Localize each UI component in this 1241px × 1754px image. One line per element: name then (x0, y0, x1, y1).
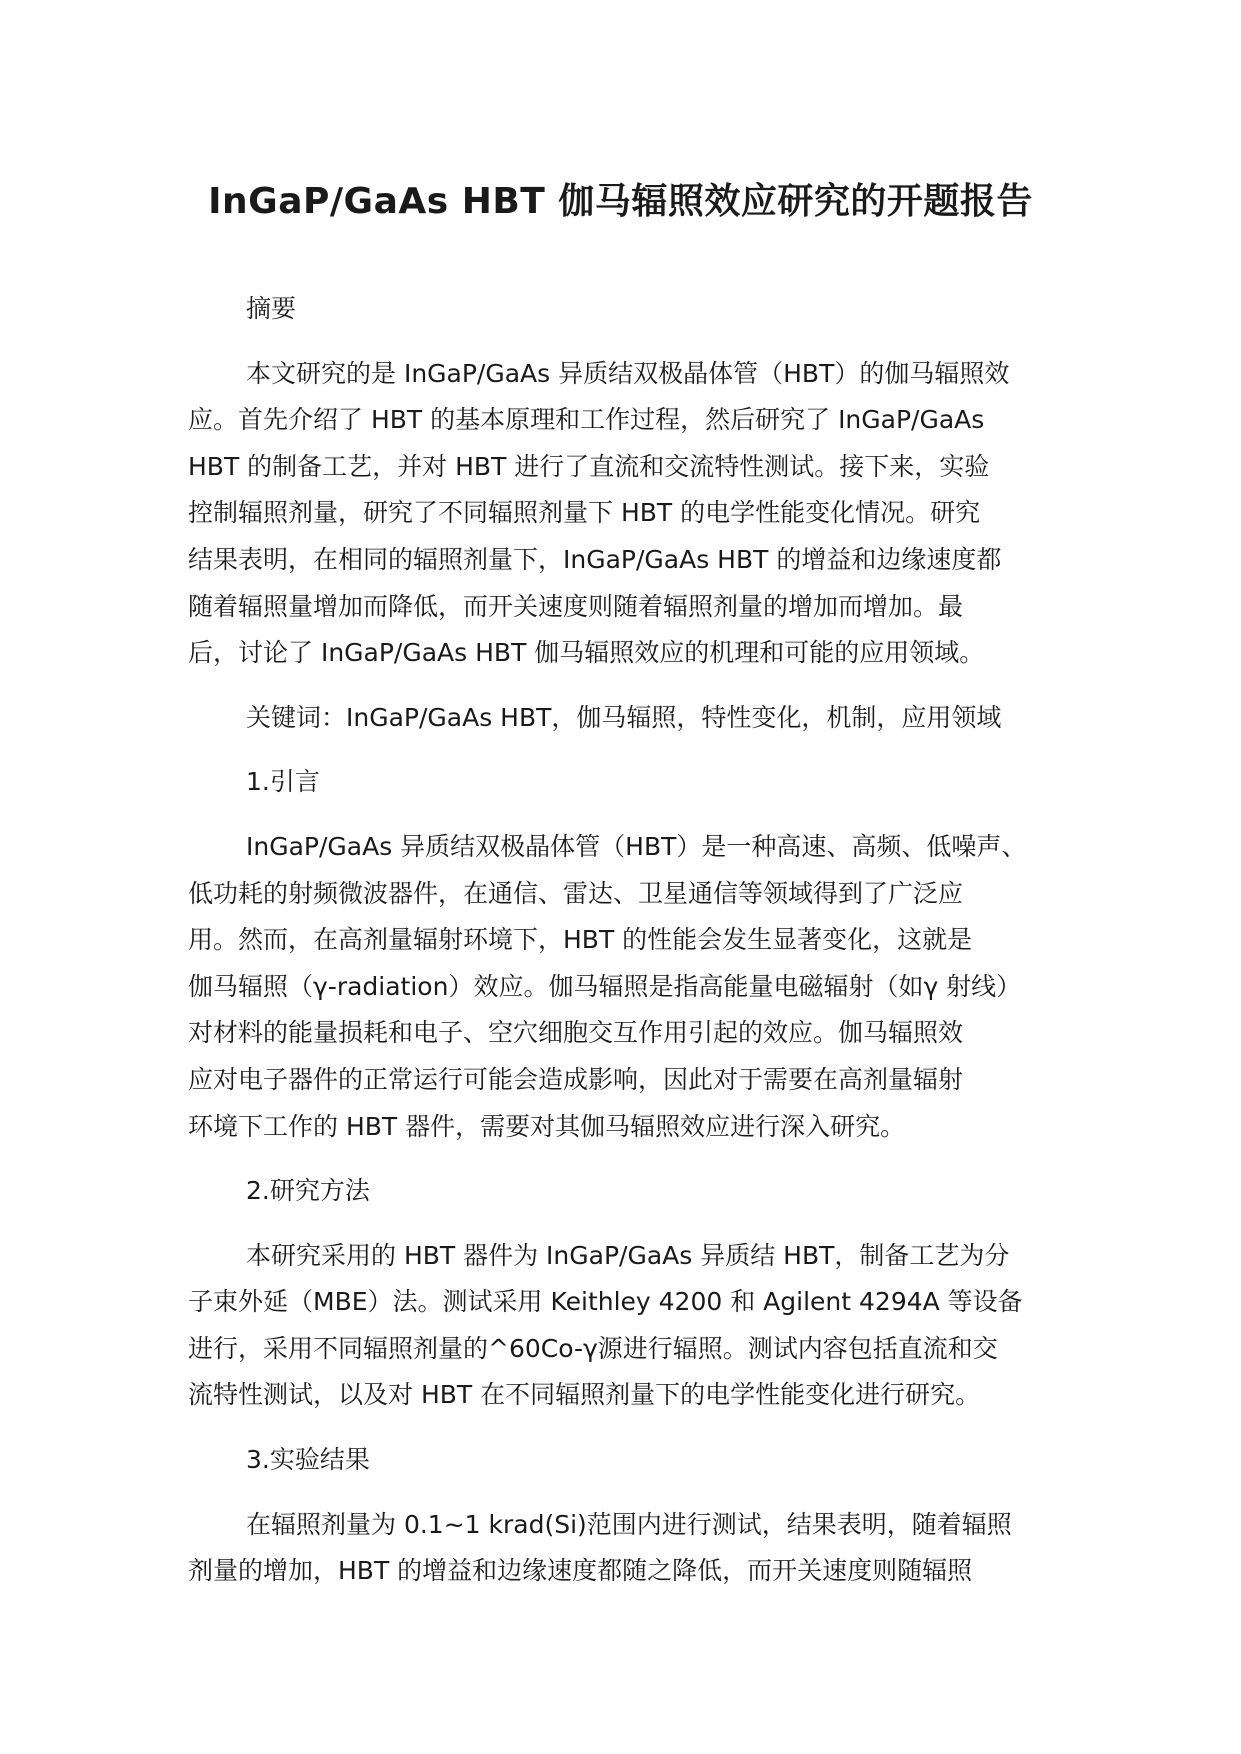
text-line: 用。然而，在高剂量辐射环境下，HBT 的性能会发生显著变化，这就是 (188, 925, 973, 955)
text-line: 3.实验结果 (246, 1445, 370, 1475)
methods-paragraph (188, 1233, 1068, 1419)
keywords-paragraph (188, 695, 1068, 742)
section-heading-methods (188, 1168, 1068, 1215)
document-title: InGaP/GaAs HBT 伽马辐照效应研究的开题报告 (208, 181, 1033, 222)
text-line: 2.研究方法 (246, 1176, 370, 1206)
text-line: 摘要 (246, 294, 297, 323)
text-line: 应。首先介绍了 HBT 的基本原理和工作过程，然后研究了 InGaP/GaAs (188, 405, 985, 435)
abstract-paragraph (188, 351, 1068, 677)
text-line: 在辐照剂量为 0.1~1 krad(Si)范围内进行测试，结果表明，随着辐照 (246, 1509, 1012, 1539)
text-line: 关键词：InGaP/GaAs HBT，伽马辐照，特性变化，机制，应用领域 (246, 702, 1002, 732)
text-line: 剂量的增加，HBT 的增益和边缘速度都随之降低，而开关速度则随辐照 (188, 1556, 973, 1586)
text-line: 后，讨论了 InGaP/GaAs HBT 伽马辐照效应的机理和可能的应用领域。 (188, 638, 985, 668)
text-line: 1.引言 (246, 767, 320, 797)
text-line: 应对电子器件的正常运行可能会造成影响，因此对于需要在高剂量辐射 (188, 1064, 964, 1094)
section-heading-introduction (188, 759, 1068, 806)
text-line: 子束外延（MBE）法。测试采用 Keithley 4200 和 Agilent 4294A 等设备 (188, 1287, 1023, 1317)
text-line: 环境下工作的 HBT 器件，需要对其伽马辐照效应进行深入研究。 (188, 1111, 906, 1141)
text-line: 随着辐照量增加而降低，而开关速度则随着辐照剂量的增加而增加。最 (188, 591, 964, 621)
text-line: 对材料的能量损耗和电子、空穴细胞交互作用引起的效应。伽马辐照效 (188, 1018, 964, 1048)
text-line: InGaP/GaAs 异质结双极晶体管（HBT）是一种高速、高频、低噪声、 (246, 831, 1027, 861)
text-line: 伽马辐照（γ-radiation）效应。伽马辐照是指高能量电磁辐射（如γ 射线） (188, 971, 1022, 1001)
section-heading-results (188, 1437, 1068, 1484)
text-line: 进行，采用不同辐照剂量的^60Co-γ源进行辐照。测试内容包括直流和交 (188, 1333, 998, 1363)
text-line: 结果表明，在相同的辐照剂量下，InGaP/GaAs HBT 的增益和边缘速度都 (188, 544, 1002, 574)
results-paragraph (188, 1502, 1068, 1595)
text-line: 本文研究的是 InGaP/GaAs 异质结双极晶体管（HBT）的伽马辐照效 (246, 358, 1010, 388)
abstract-heading (188, 286, 1068, 333)
introduction-paragraph (188, 824, 1068, 1150)
text-line: 本研究采用的 HBT 器件为 InGaP/GaAs 异质结 HBT，制备工艺为分 (246, 1240, 1010, 1270)
text-line: 控制辐照剂量，研究了不同辐照剂量下 HBT 的电学性能变化情况。研究 (188, 498, 981, 528)
text-line: 流特性测试，以及对 HBT 在不同辐照剂量下的电学性能变化进行研究。 (188, 1380, 981, 1410)
text-line: HBT 的制备工艺，并对 HBT 进行了直流和交流特性测试。接下来，实验 (188, 451, 990, 481)
text-line: 低功耗的射频微波器件，在通信、雷达、卫星通信等领域得到了广泛应 (188, 878, 964, 908)
document-body (188, 286, 1068, 1613)
